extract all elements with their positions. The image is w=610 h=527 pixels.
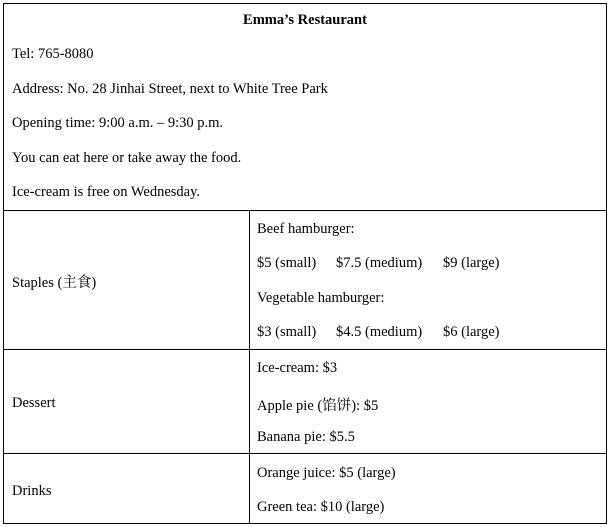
vegetable-hamburger-title: Vegetable hamburger: [257, 290, 385, 306]
menu-table [3, 3, 607, 524]
beef-hamburger-prices [257, 255, 500, 272]
banana-pie-price: Banana pie: $5.5 [257, 429, 355, 445]
ice-cream-price: Ice-cream: $3 [257, 360, 338, 376]
drinks-row [4, 454, 606, 523]
veg-price-large: $6 (large) [443, 324, 500, 340]
dessert-row [4, 350, 606, 454]
veg-price-small: $3 (small) [257, 324, 317, 340]
orange-juice-price: Orange juice: $5 (large) [257, 465, 396, 481]
beef-hamburger-title: Beef hamburger: [257, 221, 355, 237]
category-staples: Staples (主食) [12, 275, 97, 291]
veg-price-medium: $4.5 (medium) [336, 324, 423, 340]
apple-pie-price: Apple pie (馅饼): $5 [257, 398, 379, 414]
green-tea-price: Green tea: $10 (large) [257, 499, 385, 515]
telephone: Tel: 765-8080 [12, 46, 94, 62]
beef-price-small: $5 (small) [257, 255, 317, 271]
address: Address: No. 28 Jinhai Street, next to White Tree Park [12, 81, 328, 97]
vegetable-hamburger-prices [257, 324, 500, 341]
dine-option: You can eat here or take away the food. [12, 150, 242, 166]
category-drinks: Drinks [12, 483, 52, 499]
staples-row [4, 210, 606, 350]
restaurant-info [4, 4, 606, 211]
restaurant-title: Emma’s Restaurant [243, 12, 367, 28]
beef-price-large: $9 (large) [443, 255, 500, 271]
beef-price-medium: $7.5 (medium) [336, 255, 423, 271]
promotion: Ice-cream is free on Wednesday. [12, 184, 201, 200]
category-dessert: Dessert [12, 395, 56, 411]
opening-time: Opening time: 9:00 a.m. – 9:30 p.m. [12, 115, 224, 131]
